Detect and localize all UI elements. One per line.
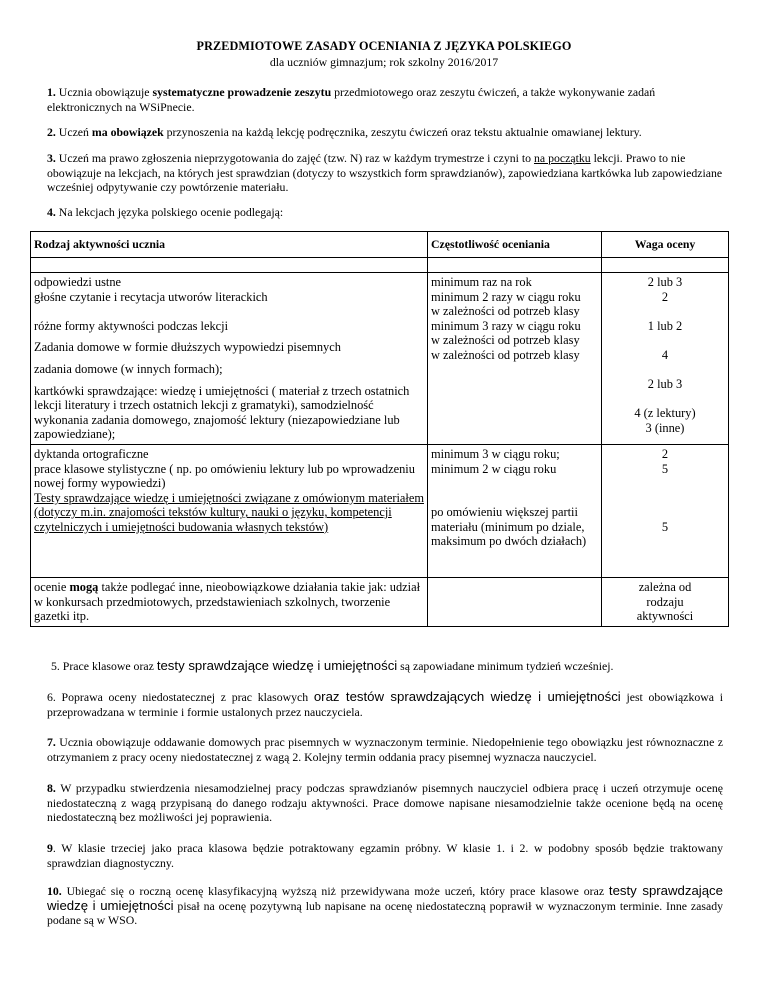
weight-item: 2 lub 3 [647, 275, 683, 289]
rule-2 [47, 125, 723, 140]
activity-text: ocenie [34, 579, 70, 594]
frequency-item: minimum 3 w ciągu roku; [431, 446, 560, 461]
rule-7 [47, 735, 723, 764]
rule-text: Uczeń [55, 125, 92, 139]
rule-text: przynoszenia na każdą lekcję podręcznika, zeszytu ćwiczeń oraz tekstu aktualnie omawianej lektury. [163, 125, 642, 139]
grading-table [30, 231, 729, 627]
rule-text: Ubiegać się o roczną ocenę klasyfikacyjną wyższą niż przewidywana może uczeń, który prace klasowe oraz [61, 884, 609, 898]
rule-sans: oraz testów sprawdzających wiedzę i umiejętności [313, 689, 621, 704]
weight-cell: zależna od rodzaju aktywności [602, 577, 729, 626]
activity-item: kartkówki sprawdzające: wiedzę i umiejętności ( materiał z trzech ostatnich lekcji literatury i trzech ostatnich lekcji z gramatyki), samodzielność wykonania zadania domowego, znajomość lektury (niezapowiedziane lub zapowiedziane); [34, 383, 410, 442]
rule-5 [51, 659, 723, 674]
frequency-item: po omówieniu większej partii materiału (minimum po dziale, maksimum po dwóch działach) [431, 505, 587, 549]
rule-1 [47, 85, 723, 114]
rule-sans: testy sprawdzające wiedzę i umiejętności [47, 883, 723, 913]
weight-item: 3 (inne) [645, 420, 685, 435]
header-frequency: Częstotliwość oceniania [428, 232, 602, 258]
rule-number: 4. [47, 205, 56, 219]
frequency-cell [428, 577, 602, 626]
spacer [605, 333, 725, 348]
header-weight: Waga oceny [602, 232, 729, 258]
weight-item: 1 lub 2 [647, 318, 683, 333]
spacer [34, 377, 424, 384]
activity-item: Zadania domowe w formie dłuższych wypowiedzi pisemnych [34, 340, 341, 355]
rule-8 [47, 781, 723, 825]
rule-text: Na lekcjach języka polskiego ocenie podlegają: [55, 205, 284, 219]
weight-cell [602, 444, 729, 577]
rule-underlined: na początku [533, 151, 591, 165]
rule-number: 10. [47, 884, 62, 898]
rule-text: Uczniа obowiązuje oddawanie domowych prac pisemnych w wyznaczonym terminie. Niedopełnienie tego obowiązku jest równoznaczne z otrzymaniem z pracy oceny niedostatecznej z wagą 2. Kolejny termin oddania pracy pisemnej wyznacza nauczyciel. [47, 735, 723, 764]
activity-emphasis: mogą [69, 579, 99, 594]
frequency-item: w zależności od potrzeb klasy [431, 304, 580, 319]
activity-item: prace klasowe stylistyczne ( np. po omówieniu lektury lub po wprowadzeniu nowej formy wypowiedzi) [34, 461, 415, 491]
rule-text: . W klasie trzeciej jako praca klasowa będzie potraktowany egzamin próbny. W klasie 1. i 2. w podobny sposób będzie traktowany sprawdzian diagnostyczny. [47, 841, 723, 870]
rule-6 [47, 690, 723, 719]
rule-text: Uczeń ma prawo zgłoszenia nieprzygotowania do zajęć (tzw. N) raz w każdym trymestrze i czyni to [55, 151, 534, 165]
rule-number: 3. [47, 151, 56, 165]
rule-number: 2. [47, 125, 56, 139]
activity-cell [31, 444, 428, 577]
activity-cell [31, 273, 428, 445]
activity-item: głośne czytanie i recytacja utworów literackich [34, 289, 268, 304]
activity-item: dyktanda ortograficzne [34, 446, 149, 461]
weight-item: 2 [661, 446, 669, 461]
frequency-item: minimum 2 razy w ciągu roku [431, 289, 581, 304]
rule-sans: testy sprawdzające wiedzę i umiejętności [156, 658, 398, 673]
frequency-item: minimum 2 w ciągu roku [431, 461, 557, 476]
rule-text: Ucznia obowiązuje [55, 85, 153, 99]
frequency-item: w zależności od potrzeb klasy [431, 347, 580, 362]
rule-text: pisał na ocenę pozytywną lub napisane na ocenę niedostateczną poprawił w wyznaczonym terminie. Inne zasady podane są w WSO. [47, 898, 723, 927]
rule-number: 1. [47, 85, 56, 99]
table-row [31, 273, 729, 445]
frequency-item: minimum 3 razy w ciągu roku [431, 318, 581, 333]
spacer [34, 355, 424, 362]
weight-item: 2 [661, 289, 669, 304]
rule-text: są zapowiadane minimum tydzień wcześniej. [397, 659, 614, 673]
spacer [34, 304, 424, 319]
weight-item: 2 lub 3 [647, 377, 683, 392]
document-subtitle: dla uczniów gimnazjum; rok szkolny 2016/2017 [269, 55, 499, 69]
table-row [31, 577, 729, 626]
spacer [605, 304, 725, 319]
spacer [34, 333, 424, 340]
rule-text: jest obowiązkowa i przeprowadzana w terminie i formie ustalonych przez nauczyciela. [47, 690, 723, 719]
table-row [31, 444, 729, 577]
table-header-row [31, 232, 729, 258]
rule-number: 9 [47, 841, 53, 855]
rule-number: 5 [51, 659, 57, 673]
rule-text: W przypadku stwierdzenia niesamodzielnej pracy podczas sprawdzianów pisemnych nauczyciel odbiera pracę i uczeń otrzymuje ocenę niedostateczną z wagą przypisaną do danego rodzaju aktywności. Prace domowe napisane niesamodzielnie także ocenione będą na ocenę niedostateczną bez możliwości jej poprawienia. [47, 781, 723, 824]
rule-3 [47, 151, 723, 195]
weight-item: 4 (z lektury) [634, 406, 696, 421]
rule-number: 8. [47, 781, 56, 795]
activity-cell [31, 577, 428, 626]
document-title: PRZEDMIOTOWE ZASADY OCENIANIA Z JĘZYKA POLSKIEGO [196, 39, 572, 53]
frequency-cell [428, 273, 602, 445]
weight-cell [602, 273, 729, 445]
rule-number: 7. [47, 735, 56, 749]
rule-text: . Poprawa oceny niedostatecznej z prac klasowych [52, 690, 314, 704]
rule-text: lekcji. Prawo to nie obowiązuje na lekcjach, na których jest sprawdzian (dotyczy to wszystkich form sprawdzianów), zapowiedziana kartkówka lub zapowiedziane wcześniej odpytywanie czy powtórzenie materiału. [47, 151, 723, 194]
weight-item: 4 [661, 347, 669, 362]
rule-4 [47, 205, 723, 220]
spacer [605, 476, 725, 520]
spacer [431, 476, 598, 505]
rule-emphasis: systematyczne prowadzenie zeszytu [152, 85, 332, 99]
activity-item: odpowiedzi ustne [34, 275, 122, 289]
activity-text: także podlegać inne, nieobowiązkowe działania takie jak: udział w konkursach przedmiotowych, przedstawieniach szkolnych, tworzenie gazetki itp. [34, 579, 421, 624]
rule-number: 6 [47, 690, 53, 704]
rule-emphasis: ma obowiązek [91, 125, 164, 139]
header-activity: Rodzaj aktywności ucznia [31, 232, 428, 258]
weight-item: 5 [661, 520, 669, 535]
spacer [605, 392, 725, 407]
spacer [605, 363, 725, 378]
frequency-item: w zależności od potrzeb klasy [431, 333, 580, 348]
rule-text: przedmiotowego oraz zeszytu ćwiczeń, a także wykonywanie zadań elektronicznych na WSiPnecie. [47, 85, 656, 114]
rule-9 [47, 841, 723, 870]
rule-10 [47, 884, 723, 928]
frequency-item: minimum raz na rok [431, 275, 532, 289]
frequency-cell [428, 444, 602, 577]
activity-item: różne formy aktywności podczas lekcji [34, 318, 229, 333]
activity-item: Testy sprawdzające wiedzę i umiejętności związane z omówionym materiałem (dotyczy m.in. znajomości tekstów kultury, nauki o języku, kompetencji czytelniczych i umiejętności budowania własnych tekstów) [34, 490, 424, 534]
activity-item: zadania domowe (w innych formach); [34, 361, 223, 376]
weight-item: 5 [661, 461, 669, 476]
rule-text: . Prace klasowe oraz [56, 659, 157, 673]
